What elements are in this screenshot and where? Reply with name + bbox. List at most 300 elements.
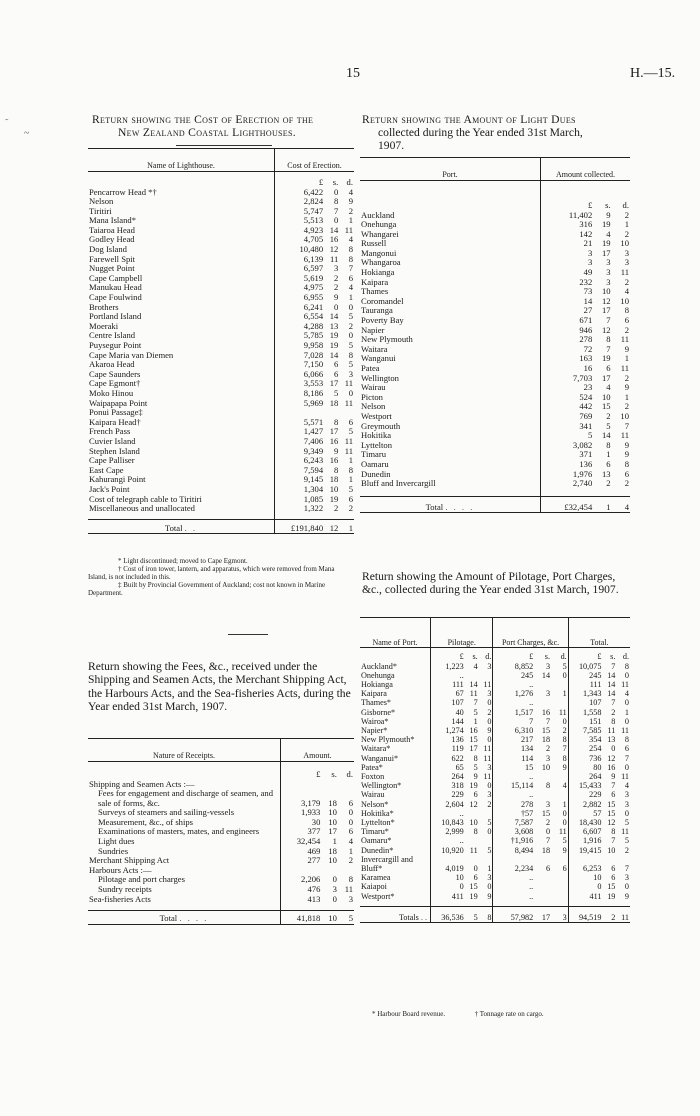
value-pounds: 111 [431, 680, 465, 689]
value-pounds: .. [493, 698, 534, 707]
value-shillings: 10 [607, 845, 616, 855]
unit-pence: d. [346, 768, 353, 779]
row-name: Napier [361, 324, 385, 335]
unit-pounds: £ [275, 172, 325, 188]
value-shillings: 3 [606, 267, 611, 278]
value-shillings [534, 892, 551, 901]
value-pounds: 136 [431, 735, 465, 744]
value-shillings: 18 [541, 845, 551, 855]
lighthouse-cost-table [88, 148, 354, 534]
pilotage-row [360, 772, 630, 781]
value-pence: 1 [624, 391, 629, 402]
value-shillings: 15 [469, 735, 478, 745]
value-pounds: 318 [431, 781, 465, 790]
value-pounds: 7,587 [493, 818, 534, 827]
row-name: Brothers [89, 301, 119, 312]
value-pounds: 65 [431, 763, 465, 772]
row-name: Miscellaneous and unallocated [89, 503, 195, 514]
value-shillings: 9 [473, 771, 478, 781]
row-name: Kaipara [361, 276, 389, 287]
value-pounds: 354 [568, 735, 602, 744]
value-shillings: 13 [602, 468, 611, 479]
value-pounds: 6,241 [275, 303, 325, 313]
row-name: Cape Foulwind [89, 292, 142, 303]
value-pounds: 3 [541, 249, 594, 259]
value-pounds: 469 [281, 847, 322, 857]
row-label [88, 188, 275, 198]
value-shillings: 3 [606, 257, 611, 268]
value-pence: 0 [562, 670, 567, 680]
value-pence: 6 [624, 744, 629, 754]
row-name: Moko Hinou [89, 387, 134, 398]
value-pounds: 5,785 [275, 331, 325, 341]
value-pence: 10 [620, 410, 629, 421]
value-pence: 6 [348, 493, 353, 504]
value-pence: 0 [624, 698, 629, 708]
value-shillings: 3 [545, 799, 551, 809]
value-pence: 10 [620, 295, 629, 306]
unit-shillings: s. [605, 199, 611, 210]
value-pence: 1 [624, 353, 629, 364]
value-pence: 8 [562, 735, 567, 745]
value-pounds: .. [493, 772, 534, 781]
value-pounds: 7,406 [275, 437, 325, 447]
value-pounds: 5,747 [275, 207, 325, 217]
value-pence [479, 836, 493, 845]
value-shillings: 2 [333, 503, 339, 514]
row-name: Jack's Point [89, 483, 130, 494]
value-pence: 0 [348, 387, 353, 398]
row-name: Russell [361, 238, 387, 249]
value-pence: 6 [624, 468, 629, 479]
value-shillings: 19 [469, 781, 478, 791]
value-pence: 8 [562, 753, 567, 763]
value-shillings: 7 [606, 315, 611, 326]
value-pence [551, 790, 568, 799]
value-pounds: 1,976 [541, 470, 594, 480]
value-shillings: 8 [606, 439, 611, 450]
value-pence: 6 [348, 826, 353, 837]
unit-pence: d. [622, 652, 629, 662]
unit-pence: d. [622, 199, 629, 210]
value-pounds: 2,234 [493, 855, 534, 873]
value-pence: 11 [483, 753, 492, 763]
value-pence [551, 873, 568, 882]
value-shillings: 17 [469, 744, 478, 754]
value-pounds: 671 [541, 316, 594, 326]
value-shillings: 3 [545, 689, 551, 699]
value-shillings: 6 [611, 873, 616, 883]
port-name: Auckland* [361, 661, 397, 671]
row-name: Cape Palliser [89, 455, 135, 466]
receipt-label: Surveys of steamers and sailing-vessels [98, 807, 235, 818]
value-pence: 0 [624, 716, 629, 726]
col-header-port-name: Name of Port. [360, 618, 431, 648]
value-pounds: 1,558 [568, 708, 602, 717]
value-pounds: 10 [431, 873, 465, 882]
value-pence: 5 [562, 661, 567, 671]
value-shillings: 9 [611, 771, 616, 781]
value-pounds: 11,402 [541, 211, 594, 221]
value-shillings: 2 [333, 282, 339, 293]
value-shillings: 18 [329, 474, 339, 485]
row-name: New Plymouth [361, 334, 413, 345]
value-shillings: 4 [473, 661, 478, 671]
value-pounds: 9,145 [275, 475, 325, 485]
value-shillings: 2 [545, 817, 551, 827]
charges-total-pounds: 57,982 [493, 907, 534, 923]
value-pounds: 413 [281, 895, 322, 905]
col-header-lighthouse: Name of Lighthouse. [88, 149, 275, 172]
value-pounds: 3,553 [275, 379, 325, 389]
value-pounds: 4,288 [275, 322, 325, 332]
row-name: Timaru [361, 449, 386, 460]
value-pounds: 10,843 [431, 818, 465, 827]
value-pounds: 49 [541, 268, 594, 278]
row-name: Greymouth [361, 420, 401, 431]
lighthouse-total-label: Total . . [164, 522, 198, 533]
row-name: Pencarrow Head *† [89, 186, 157, 197]
value-shillings: 8 [473, 753, 478, 763]
port-name: Kaiapoi [361, 882, 387, 892]
pilotage-row [360, 689, 630, 698]
value-pounds: 142 [541, 230, 594, 240]
value-pounds: 10,480 [275, 245, 325, 255]
port-name: Wairau [361, 790, 385, 800]
value-pence: 11 [344, 884, 353, 895]
row-name: Waitara [361, 343, 388, 354]
value-pounds: 151 [568, 717, 602, 726]
value-pence: 9 [624, 449, 629, 460]
row-name: Dunedin [361, 468, 391, 479]
row-name: Cape Egmont† [89, 378, 141, 389]
value-shillings: 3 [606, 276, 611, 287]
value-pounds: 7,028 [275, 351, 325, 361]
row-name: Cape Maria van Diemen [89, 349, 174, 360]
row-name: Waipapapa Point [89, 397, 148, 408]
value-pence: 11 [620, 334, 629, 345]
value-pence: 6 [562, 863, 567, 873]
row-name: Puysegur Point [89, 340, 142, 350]
value-shillings: 15 [607, 799, 616, 809]
value-pounds: 6,253 [568, 855, 602, 873]
pilotage-row [360, 726, 630, 735]
value-pence: 0 [624, 670, 629, 680]
value-pounds: .. [493, 790, 534, 799]
value-pence: 9 [562, 845, 567, 855]
value-shillings: 6 [473, 790, 478, 800]
value-pence [479, 809, 493, 818]
value-shillings: 8 [333, 416, 339, 427]
row-name: Mana Island* [89, 215, 137, 226]
value-pence: 3 [624, 799, 629, 809]
value-shillings [321, 780, 338, 790]
value-shillings: 0 [611, 744, 616, 754]
value-pence: 9 [487, 891, 492, 901]
value-shillings: 7 [611, 661, 616, 671]
value-pounds: 1,223 [431, 662, 465, 671]
unit-pounds: £ [281, 762, 322, 780]
pilotage-row [360, 790, 630, 799]
value-shillings: 11 [607, 725, 616, 735]
fees-total-shillings: 10 [328, 913, 337, 924]
value-pounds: 57 [568, 809, 602, 818]
document-reference: H.—15. [630, 66, 676, 81]
pilotage-row [360, 717, 630, 726]
value-pence: 1 [562, 689, 567, 699]
row-name: Coromandel [361, 295, 404, 306]
value-pence: 0 [624, 882, 629, 892]
value-pounds: .. [431, 671, 465, 680]
value-shillings: 6 [611, 863, 616, 873]
value-pence: 0 [348, 330, 353, 341]
value-pence: 6 [348, 416, 353, 427]
value-pence: 7 [624, 863, 629, 873]
pilotage-totals-label: Totals .. [398, 913, 429, 923]
value-pence: 2 [348, 503, 353, 514]
port-name: Westport* [361, 891, 395, 901]
value-pounds: 245 [493, 671, 534, 680]
value-pence: 11 [620, 267, 629, 278]
value-pounds: 2,604 [431, 800, 465, 809]
pilotage-row [360, 763, 630, 772]
value-pence [551, 680, 568, 689]
unit-pounds: £ [493, 648, 534, 662]
value-pence: 4 [562, 781, 567, 791]
value-pounds: 4,705 [275, 235, 325, 245]
value-shillings: 17 [328, 826, 337, 837]
value-pence: 3 [624, 873, 629, 883]
value-pounds: 18,430 [568, 818, 602, 827]
light-dues-total-shillings: 1 [606, 501, 611, 512]
margin-mark: ˜ [5, 118, 9, 129]
value-shillings: 9 [333, 445, 339, 456]
lighthouse-footnotes [88, 557, 354, 597]
value-shillings: 18 [328, 797, 337, 808]
value-pence: 5 [487, 845, 492, 855]
receipt-label: Examinations of masters, mates, and engineers [98, 826, 260, 837]
value-shillings: 14 [329, 311, 339, 322]
value-pounds: 8,494 [493, 846, 534, 855]
row-name: Whangaroa [361, 257, 401, 268]
value-pounds: 8,186 [275, 389, 325, 399]
value-shillings: 10 [328, 807, 337, 818]
value-shillings: 14 [607, 670, 616, 680]
value-pence: 11 [621, 771, 629, 781]
value-pence: 8 [624, 305, 629, 316]
fees-receipts-table [88, 738, 354, 925]
value-pence: 5 [348, 311, 353, 322]
col-header-amount: Amount. [281, 739, 355, 762]
value-pence: 8 [348, 464, 353, 475]
value-pence: 9 [562, 762, 567, 772]
row-name: Onehunga [361, 219, 397, 230]
value-pounds: 622 [431, 754, 465, 763]
value-shillings [465, 671, 479, 680]
value-pounds: 73 [541, 287, 594, 297]
value-pounds: 10 [568, 873, 602, 882]
value-pence: 5 [348, 426, 353, 437]
value-shillings: 14 [607, 689, 616, 699]
value-shillings: 12 [602, 324, 611, 335]
value-pence: 6 [348, 797, 353, 808]
value-pounds: 67 [431, 689, 465, 698]
row-name: Bluff and Invercargill [361, 478, 436, 489]
unit-shillings: s. [332, 176, 339, 187]
pilotage-total-pence: 8 [487, 913, 492, 923]
value-pence: 3 [487, 762, 492, 772]
value-shillings: 17 [329, 378, 339, 389]
value-pence: 9 [624, 382, 629, 393]
value-shillings: 8 [611, 716, 616, 726]
value-pence: 4 [348, 282, 353, 293]
value-shillings: 2 [611, 707, 616, 717]
port-row [360, 479, 630, 489]
row-name: Farewell Spit [89, 253, 136, 264]
value-pence: 2 [348, 855, 353, 866]
row-name: Hokitika [361, 430, 392, 441]
value-shillings: 7 [606, 343, 611, 354]
row-name: Nugget Point [89, 263, 135, 274]
value-shillings: 5 [606, 420, 611, 431]
value-pounds: 2,824 [275, 197, 325, 207]
port-name: Wanganui* [361, 753, 399, 763]
value-shillings: 3 [332, 884, 337, 895]
pilotage-footnotes [372, 1010, 632, 1018]
value-pounds: .. [493, 680, 534, 689]
value-pounds: 6,554 [275, 312, 325, 322]
pilotage-row [360, 754, 630, 763]
value-pence: 3 [487, 689, 492, 699]
value-shillings: 6 [473, 873, 478, 883]
value-shillings: 0 [333, 186, 339, 197]
value-pounds: 232 [541, 278, 594, 288]
value-pence: 11 [344, 445, 353, 456]
value-shillings: 6 [545, 863, 551, 873]
value-shillings: 12 [329, 244, 339, 255]
value-pounds: 2,740 [541, 479, 594, 489]
value-shillings: 18 [541, 735, 551, 745]
value-shillings: 19 [607, 891, 616, 901]
value-pounds: 30 [281, 818, 322, 828]
value-pence: 0 [562, 716, 567, 726]
value-shillings: 2 [333, 272, 339, 283]
value-pence: 3 [487, 661, 492, 671]
value-pounds: 6,243 [275, 456, 325, 466]
value-pence: 5 [348, 340, 353, 350]
divider [176, 145, 272, 146]
value-shillings: 16 [607, 762, 616, 772]
charges-total-pence: 3 [562, 913, 567, 923]
value-pounds: 3 [541, 258, 594, 268]
lighthouse-row [88, 504, 354, 514]
port-name: Karamea [361, 873, 391, 883]
col-header-pilotage: Pilotage. [431, 618, 493, 648]
value-shillings: 8 [611, 827, 616, 837]
row-label [360, 383, 541, 393]
value-shillings: 17 [329, 426, 339, 437]
value-shillings: 16 [469, 725, 478, 735]
row-name: Whangarei [361, 228, 399, 239]
value-shillings: 15 [469, 882, 478, 892]
grand-total-pence: 11 [621, 913, 629, 923]
row-name: Wellington [361, 372, 399, 383]
pilotage-row [360, 662, 630, 671]
receipt-label: Light dues [98, 836, 135, 847]
value-shillings: 7 [611, 698, 616, 708]
value-pence: 7 [348, 263, 353, 274]
row-name: Lyttelton [361, 439, 393, 450]
value-pounds: 1,276 [493, 689, 534, 698]
receipt-label: Sea-fisheries Acts [89, 893, 151, 904]
value-shillings: 11 [469, 689, 478, 699]
value-pounds: 5,513 [275, 216, 325, 226]
row-name: Centre Island [89, 330, 136, 341]
value-shillings: 6 [606, 363, 611, 373]
value-shillings: 11 [330, 253, 339, 264]
value-shillings: 6 [333, 368, 339, 379]
value-shillings [534, 698, 551, 707]
row-name: East Cape [89, 464, 124, 475]
value-pence: 11 [620, 363, 629, 373]
value-pence [551, 882, 568, 891]
pilotage-row [360, 873, 630, 882]
value-pence: 6 [624, 315, 629, 326]
value-pounds: 9,958 [275, 341, 325, 351]
page-number: 15 [346, 66, 360, 81]
value-pence: 3 [624, 247, 629, 258]
value-pounds: .. [431, 809, 465, 818]
value-pounds: †57 [493, 809, 534, 818]
value-shillings: 14 [469, 679, 478, 689]
value-pounds: 3,179 [281, 789, 322, 808]
row-label [360, 316, 541, 326]
col-header-amount: Amount collected. [541, 158, 631, 181]
value-shillings: 10 [469, 817, 478, 827]
row-label [360, 374, 541, 384]
value-pounds: 1,427 [275, 427, 325, 437]
value-pence: 2 [624, 324, 629, 335]
value-shillings: 19 [469, 891, 478, 901]
pilotage-row [360, 671, 630, 680]
row-name: Dog Island [89, 244, 127, 255]
value-pence: 11 [344, 435, 353, 446]
col-header-nature: Nature of Receipts. [88, 739, 281, 762]
value-pence: 8 [348, 349, 353, 360]
light-dues-return-title: Return showing the Amount of Light Dues collected during the Year ended 31st March, 1907. [362, 113, 583, 152]
value-pence: 2 [624, 276, 629, 287]
value-shillings: 0 [473, 863, 478, 873]
value-shillings [465, 809, 479, 818]
value-pence: 11 [483, 679, 492, 689]
pilotage-row [360, 781, 630, 790]
value-pounds: 16 [541, 364, 594, 374]
col-header-cost: Cost of Erection. [275, 149, 355, 172]
row-name: Tiritiri [89, 205, 112, 216]
value-pounds: 229 [568, 790, 602, 799]
value-pounds: 4,975 [275, 283, 325, 293]
value-pence: 5 [562, 836, 567, 846]
value-pence: 10 [620, 238, 629, 249]
value-shillings: 1 [332, 836, 337, 847]
value-pounds: 0 [431, 882, 465, 891]
value-pounds: 6,139 [275, 255, 325, 265]
value-pence: 11 [483, 744, 492, 754]
unit-pence: d. [485, 652, 492, 662]
value-pence: 1 [348, 845, 353, 856]
receipt-label: Pilotage and port charges [98, 874, 185, 885]
value-pence [551, 772, 568, 781]
